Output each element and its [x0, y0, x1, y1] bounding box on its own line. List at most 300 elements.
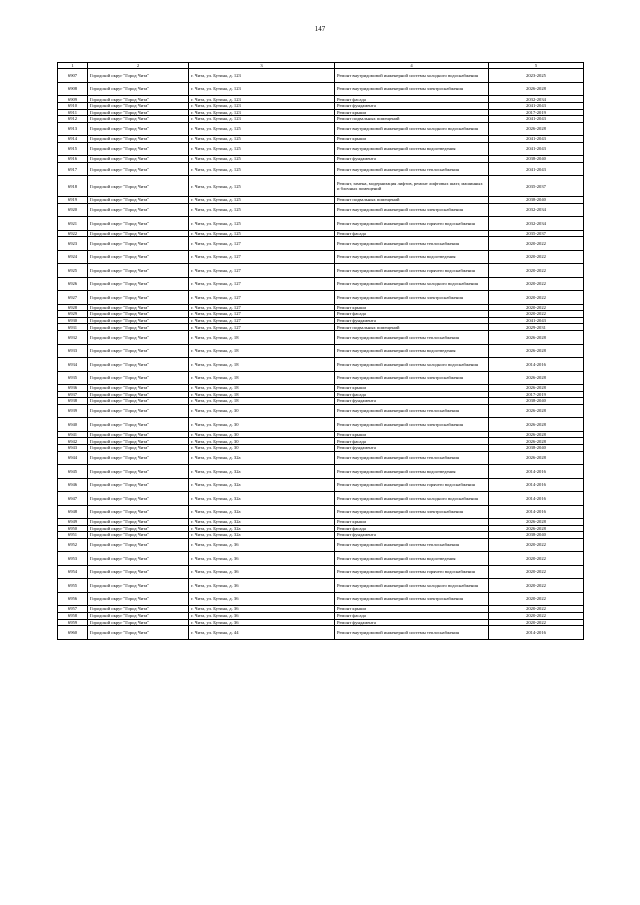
- municipality-cell: Городской округ "Город Чита": [88, 438, 189, 445]
- period-cell: 2041-2043: [489, 103, 584, 110]
- address-cell: г. Чита, ул. Бутина, д. 125: [189, 122, 335, 136]
- municipality-cell: Городской округ "Город Чита": [88, 344, 189, 358]
- work-type-cell: Ремонт, замена, модернизация лифтов, ремонт лифтовых шахт, машинных и блочных помещений: [335, 176, 489, 197]
- municipality-cell: Городской округ "Город Чита": [88, 250, 189, 264]
- table-row: [58, 404, 584, 418]
- period-cell: 2041-2043: [489, 142, 584, 156]
- table-row: [58, 344, 584, 358]
- address-cell: г. Чита, ул. Бутина, д. 127: [189, 324, 335, 331]
- table-row: [58, 465, 584, 479]
- row-number-cell: 6919: [58, 196, 88, 203]
- table-row: [58, 579, 584, 593]
- table-body: [58, 69, 584, 639]
- address-cell: г. Чита, ул. Бутина, д. 30: [189, 438, 335, 445]
- work-type-cell: Ремонт внутридомовой инженерной системы водоотведения: [335, 552, 489, 566]
- row-number-cell: 6954: [58, 565, 88, 579]
- municipality-cell: Городской округ "Город Чита": [88, 122, 189, 136]
- row-number-cell: 6944: [58, 451, 88, 465]
- row-number-cell: 6934: [58, 358, 88, 372]
- table-row: [58, 418, 584, 432]
- municipality-cell: Городской округ "Город Чита": [88, 565, 189, 579]
- table-row: [58, 478, 584, 492]
- row-number-cell: 6915: [58, 142, 88, 156]
- municipality-cell: Городской округ "Город Чита": [88, 445, 189, 452]
- period-cell: 2014-2016: [489, 465, 584, 479]
- municipality-cell: Городской округ "Город Чита": [88, 592, 189, 606]
- table-row: [58, 116, 584, 123]
- municipality-cell: Городской округ "Город Чита": [88, 612, 189, 619]
- period-cell: 2020-2022: [489, 304, 584, 311]
- row-number-cell: 6945: [58, 465, 88, 479]
- row-number-cell: 6937: [58, 391, 88, 398]
- address-cell: г. Чита, ул. Бутина, д. 30: [189, 418, 335, 432]
- municipality-cell: Городской округ "Город Чита": [88, 525, 189, 532]
- municipality-cell: Городской округ "Город Чита": [88, 311, 189, 318]
- address-cell: г. Чита, ул. Бутина, д. 125: [189, 156, 335, 163]
- period-cell: 2026-2028: [489, 82, 584, 96]
- period-cell: 2038-2040: [489, 445, 584, 452]
- municipality-cell: Городской округ "Город Чита": [88, 358, 189, 372]
- address-cell: г. Чита, ул. Бутина, д. 44: [189, 626, 335, 640]
- table-row: [58, 217, 584, 231]
- period-cell: 2026-2028: [489, 418, 584, 432]
- row-number-cell: 6918: [58, 176, 88, 197]
- row-number-cell: 6953: [58, 552, 88, 566]
- municipality-cell: Городской округ "Город Чита": [88, 492, 189, 506]
- municipality-cell: Городской округ "Город Чита": [88, 519, 189, 526]
- address-cell: г. Чита, ул. Бутина, д. 36: [189, 565, 335, 579]
- work-type-cell: Ремонт крыши: [335, 136, 489, 143]
- table-row: [58, 264, 584, 278]
- table-row: [58, 162, 584, 176]
- header-col-1: 1: [58, 63, 88, 69]
- table-row: [58, 391, 584, 398]
- period-cell: 2020-2022: [489, 277, 584, 291]
- table-row: [58, 176, 584, 197]
- period-cell: 2014-2016: [489, 478, 584, 492]
- work-type-cell: Ремонт внутридомовой инженерной системы водоотведения: [335, 465, 489, 479]
- municipality-cell: Городской округ "Город Чита": [88, 626, 189, 640]
- work-type-cell: Ремонт фундамента: [335, 532, 489, 539]
- address-cell: г. Чита, ул. Бутина, д. 36: [189, 552, 335, 566]
- period-cell: 2032-2034: [489, 217, 584, 231]
- row-number-cell: 6943: [58, 445, 88, 452]
- work-type-cell: Ремонт внутридомовой инженерной системы холодного водоснабжения: [335, 579, 489, 593]
- municipality-cell: Городской округ "Город Чита": [88, 136, 189, 143]
- municipality-cell: Городской округ "Город Чита": [88, 465, 189, 479]
- table-row: [58, 203, 584, 217]
- work-type-cell: Ремонт подвальных помещений: [335, 196, 489, 203]
- work-type-cell: Ремонт фасада: [335, 612, 489, 619]
- address-cell: г. Чита, ул. Бутина, д. 32а: [189, 451, 335, 465]
- municipality-cell: Городской округ "Город Чита": [88, 237, 189, 251]
- row-number-cell: 6952: [58, 538, 88, 552]
- municipality-cell: Городской округ "Город Чита": [88, 96, 189, 103]
- period-cell: 2041-2043: [489, 317, 584, 324]
- row-number-cell: 6920: [58, 203, 88, 217]
- address-cell: г. Чита, ул. Бутина, д. 36: [189, 538, 335, 552]
- address-cell: г. Чита, ул. Бутина, д. 18: [189, 344, 335, 358]
- period-cell: 2014-2016: [489, 492, 584, 506]
- address-cell: г. Чита, ул. Бутина, д. 127: [189, 291, 335, 305]
- address-cell: г. Чита, ул. Бутина, д. 36: [189, 579, 335, 593]
- row-number-cell: 6942: [58, 438, 88, 445]
- work-type-cell: Ремонт крыши: [335, 519, 489, 526]
- row-number-cell: 6949: [58, 519, 88, 526]
- period-cell: 2032-2034: [489, 203, 584, 217]
- work-type-cell: Ремонт фасада: [335, 311, 489, 318]
- municipality-cell: Городской округ "Город Чита": [88, 142, 189, 156]
- period-cell: 2026-2028: [489, 438, 584, 445]
- municipality-cell: Городской округ "Город Чита": [88, 230, 189, 237]
- address-cell: г. Чита, ул. Бутина, д. 125: [189, 176, 335, 197]
- work-type-cell: Ремонт внутридомовой инженерной системы холодного водоснабжения: [335, 277, 489, 291]
- table-row: [58, 142, 584, 156]
- period-cell: 2026-2028: [489, 404, 584, 418]
- table-row: [58, 311, 584, 318]
- work-type-cell: Ремонт внутридомовой инженерной системы горячего водоснабжения: [335, 217, 489, 231]
- work-type-cell: Ремонт внутридомовой инженерной системы горячего водоснабжения: [335, 565, 489, 579]
- municipality-cell: Городской округ "Город Чита": [88, 552, 189, 566]
- work-type-cell: Ремонт внутридомовой инженерной системы теплоснабжения: [335, 404, 489, 418]
- period-cell: 2038-2040: [489, 532, 584, 539]
- table-row: [58, 196, 584, 203]
- period-cell: 2035-2037: [489, 230, 584, 237]
- repair-schedule-table: [57, 62, 584, 640]
- table-row: [58, 626, 584, 640]
- address-cell: г. Чита, ул. Бутина, д. 36: [189, 592, 335, 606]
- table-row: [58, 451, 584, 465]
- work-type-cell: Ремонт крыши: [335, 606, 489, 613]
- address-cell: г. Чита, ул. Бутина, д. 127: [189, 317, 335, 324]
- table-row: [58, 371, 584, 385]
- row-number-cell: 6924: [58, 250, 88, 264]
- table-row: [58, 103, 584, 110]
- row-number-cell: 6939: [58, 404, 88, 418]
- work-type-cell: Ремонт внутридомовой инженерной системы электроснабжения: [335, 291, 489, 305]
- municipality-cell: Городской округ "Город Чита": [88, 532, 189, 539]
- table-row: [58, 565, 584, 579]
- address-cell: г. Чита, ул. Бутина, д. 32а: [189, 492, 335, 506]
- work-type-cell: Ремонт фасада: [335, 391, 489, 398]
- work-type-cell: Ремонт крыши: [335, 304, 489, 311]
- address-cell: г. Чита, ул. Бутина, д. 18: [189, 391, 335, 398]
- address-cell: г. Чита, ул. Бутина, д. 123: [189, 96, 335, 103]
- period-cell: 2026-2028: [489, 344, 584, 358]
- table-row: [58, 136, 584, 143]
- period-cell: 2020-2022: [489, 592, 584, 606]
- work-type-cell: Ремонт подвальных помещений: [335, 116, 489, 123]
- table-row: [58, 250, 584, 264]
- work-type-cell: Ремонт крыши: [335, 385, 489, 392]
- address-cell: г. Чита, ул. Бутина, д. 127: [189, 264, 335, 278]
- work-type-cell: Ремонт внутридомовой инженерной системы теплоснабжения: [335, 538, 489, 552]
- table-row: [58, 445, 584, 452]
- municipality-cell: Городской округ "Город Чита": [88, 451, 189, 465]
- row-number-cell: 6922: [58, 230, 88, 237]
- work-type-cell: Ремонт внутридомовой инженерной системы холодного водоснабжения: [335, 69, 489, 83]
- period-cell: 2026-2028: [489, 451, 584, 465]
- work-type-cell: Ремонт фундамента: [335, 445, 489, 452]
- table-row: [58, 505, 584, 519]
- work-type-cell: Ремонт внутридомовой инженерной системы теплоснабжения: [335, 626, 489, 640]
- municipality-cell: Городской округ "Город Чита": [88, 418, 189, 432]
- municipality-cell: Городской округ "Город Чита": [88, 385, 189, 392]
- municipality-cell: Городской округ "Город Чита": [88, 109, 189, 116]
- address-cell: г. Чита, ул. Бутина, д. 36: [189, 612, 335, 619]
- table-row: [58, 304, 584, 311]
- address-cell: г. Чита, ул. Бутина, д. 18: [189, 385, 335, 392]
- address-cell: г. Чита, ул. Бутина, д. 125: [189, 196, 335, 203]
- period-cell: 2020-2022: [489, 291, 584, 305]
- table-row: [58, 156, 584, 163]
- row-number-cell: 6925: [58, 264, 88, 278]
- work-type-cell: Ремонт фундамента: [335, 103, 489, 110]
- period-cell: 2038-2040: [489, 398, 584, 405]
- period-cell: 2026-2028: [489, 122, 584, 136]
- municipality-cell: Городской округ "Город Чита": [88, 391, 189, 398]
- work-type-cell: Ремонт внутридомовой инженерной системы водоотведения: [335, 250, 489, 264]
- address-cell: г. Чита, ул. Бутина, д. 125: [189, 162, 335, 176]
- table-row: [58, 532, 584, 539]
- municipality-cell: Городской округ "Город Чита": [88, 331, 189, 345]
- row-number-cell: 6911: [58, 109, 88, 116]
- work-type-cell: Ремонт фасада: [335, 525, 489, 532]
- municipality-cell: Городской округ "Город Чита": [88, 478, 189, 492]
- period-cell: 2014-2016: [489, 505, 584, 519]
- period-cell: 2017-2019: [489, 109, 584, 116]
- row-number-cell: 6957: [58, 606, 88, 613]
- table-row: [58, 619, 584, 626]
- period-cell: 2014-2016: [489, 358, 584, 372]
- work-type-cell: Ремонт крыши: [335, 109, 489, 116]
- row-number-cell: 6913: [58, 122, 88, 136]
- period-cell: 2041-2043: [489, 116, 584, 123]
- municipality-cell: Городской округ "Город Чита": [88, 156, 189, 163]
- work-type-cell: Ремонт фасада: [335, 96, 489, 103]
- table-row: [58, 492, 584, 506]
- table-row: [58, 552, 584, 566]
- table-row: [58, 438, 584, 445]
- period-cell: 2026-2028: [489, 431, 584, 438]
- header-col-2: 2: [88, 63, 189, 69]
- period-cell: 2014-2016: [489, 626, 584, 640]
- row-number-cell: 6932: [58, 331, 88, 345]
- period-cell: 2032-2034: [489, 96, 584, 103]
- work-type-cell: Ремонт внутридомовой инженерной системы электроснабжения: [335, 418, 489, 432]
- municipality-cell: Городской округ "Город Чита": [88, 277, 189, 291]
- address-cell: г. Чита, ул. Бутина, д. 125: [189, 217, 335, 231]
- work-type-cell: Ремонт внутридомовой инженерной системы водоотведения: [335, 142, 489, 156]
- address-cell: г. Чита, ул. Бутина, д. 32а: [189, 519, 335, 526]
- municipality-cell: Городской округ "Город Чита": [88, 606, 189, 613]
- address-cell: г. Чита, ул. Бутина, д. 125: [189, 142, 335, 156]
- row-number-cell: 6914: [58, 136, 88, 143]
- period-cell: 2023-2025: [489, 69, 584, 83]
- row-number-cell: 6907: [58, 69, 88, 83]
- period-cell: 2020-2022: [489, 606, 584, 613]
- table-row: [58, 538, 584, 552]
- work-type-cell: Ремонт подвальных помещений: [335, 324, 489, 331]
- header-col-3: 3: [189, 63, 335, 69]
- municipality-cell: Городской округ "Город Чита": [88, 203, 189, 217]
- address-cell: г. Чита, ул. Бутина, д. 123: [189, 103, 335, 110]
- address-cell: г. Чита, ул. Бутина, д. 123: [189, 69, 335, 83]
- period-cell: 2020-2022: [489, 538, 584, 552]
- municipality-cell: Городской округ "Город Чита": [88, 69, 189, 83]
- work-type-cell: Ремонт фундамента: [335, 619, 489, 626]
- row-number-cell: 6926: [58, 277, 88, 291]
- work-type-cell: Ремонт внутридомовой инженерной системы теплоснабжения: [335, 237, 489, 251]
- table-row: [58, 96, 584, 103]
- address-cell: г. Чита, ул. Бутина, д. 32а: [189, 505, 335, 519]
- address-cell: г. Чита, ул. Бутина, д. 127: [189, 277, 335, 291]
- period-cell: 2038-2040: [489, 156, 584, 163]
- row-number-cell: 6916: [58, 156, 88, 163]
- header-col-5: 5: [489, 63, 584, 69]
- table-row: [58, 291, 584, 305]
- work-type-cell: Ремонт внутридомовой инженерной системы холодного водоснабжения: [335, 492, 489, 506]
- work-type-cell: Ремонт внутридомовой инженерной системы электроснабжения: [335, 203, 489, 217]
- address-cell: г. Чита, ул. Бутина, д. 125: [189, 203, 335, 217]
- address-cell: г. Чита, ул. Бутина, д. 127: [189, 250, 335, 264]
- row-number-cell: 6927: [58, 291, 88, 305]
- table-row: [58, 237, 584, 251]
- address-cell: г. Чита, ул. Бутина, д. 32а: [189, 532, 335, 539]
- address-cell: г. Чита, ул. Бутина, д. 18: [189, 371, 335, 385]
- table-row: [58, 230, 584, 237]
- address-cell: г. Чита, ул. Бутина, д. 32а: [189, 525, 335, 532]
- table-row: [58, 324, 584, 331]
- address-cell: г. Чита, ул. Бутина, д. 127: [189, 237, 335, 251]
- table-row: [58, 606, 584, 613]
- row-number-cell: 6948: [58, 505, 88, 519]
- period-cell: 2026-2028: [489, 371, 584, 385]
- period-cell: 2029-2031: [489, 324, 584, 331]
- table-row: [58, 592, 584, 606]
- address-cell: г. Чита, ул. Бутина, д. 127: [189, 311, 335, 318]
- municipality-cell: Городской округ "Город Чита": [88, 217, 189, 231]
- table-row: [58, 358, 584, 372]
- period-cell: 2026-2028: [489, 525, 584, 532]
- municipality-cell: Городской округ "Город Чита": [88, 505, 189, 519]
- period-cell: 2020-2022: [489, 619, 584, 626]
- period-cell: 2020-2022: [489, 612, 584, 619]
- table-row: [58, 525, 584, 532]
- work-type-cell: Ремонт внутридомовой инженерной системы электроснабжения: [335, 505, 489, 519]
- work-type-cell: Ремонт фундамента: [335, 317, 489, 324]
- row-number-cell: 6956: [58, 592, 88, 606]
- period-cell: 2020-2022: [489, 311, 584, 318]
- period-cell: 2041-2043: [489, 162, 584, 176]
- municipality-cell: Городской округ "Город Чита": [88, 371, 189, 385]
- address-cell: г. Чита, ул. Бутина, д. 125: [189, 230, 335, 237]
- table-row: [58, 69, 584, 83]
- municipality-cell: Городской округ "Город Чита": [88, 317, 189, 324]
- row-number-cell: 6938: [58, 398, 88, 405]
- period-cell: 2020-2022: [489, 237, 584, 251]
- row-number-cell: 6941: [58, 431, 88, 438]
- address-cell: г. Чита, ул. Бутина, д. 123: [189, 82, 335, 96]
- period-cell: 2020-2022: [489, 565, 584, 579]
- row-number-cell: 6947: [58, 492, 88, 506]
- row-number-cell: 6923: [58, 237, 88, 251]
- table-row: [58, 82, 584, 96]
- address-cell: г. Чита, ул. Бутина, д. 36: [189, 606, 335, 613]
- period-cell: 2026-2028: [489, 519, 584, 526]
- period-cell: 2035-2037: [489, 176, 584, 197]
- row-number-cell: 6929: [58, 311, 88, 318]
- row-number-cell: 6950: [58, 525, 88, 532]
- work-type-cell: Ремонт внутридомовой инженерной системы электроснабжения: [335, 82, 489, 96]
- municipality-cell: Городской округ "Город Чита": [88, 196, 189, 203]
- table-row: [58, 122, 584, 136]
- table-row: [58, 277, 584, 291]
- address-cell: г. Чита, ул. Бутина, д. 123: [189, 109, 335, 116]
- municipality-cell: Городской округ "Город Чита": [88, 103, 189, 110]
- table-row: [58, 109, 584, 116]
- row-number-cell: 6958: [58, 612, 88, 619]
- period-cell: 2041-2043: [489, 136, 584, 143]
- municipality-cell: Городской округ "Город Чита": [88, 264, 189, 278]
- period-cell: 2026-2028: [489, 385, 584, 392]
- row-number-cell: 6908: [58, 82, 88, 96]
- work-type-cell: Ремонт внутридомовой инженерной системы теплоснабжения: [335, 162, 489, 176]
- table-row: [58, 385, 584, 392]
- period-cell: 2020-2022: [489, 579, 584, 593]
- address-cell: г. Чита, ул. Бутина, д. 18: [189, 331, 335, 345]
- address-cell: г. Чита, ул. Бутина, д. 30: [189, 431, 335, 438]
- work-type-cell: Ремонт внутридомовой инженерной системы водоотведения: [335, 344, 489, 358]
- period-cell: 2038-2040: [489, 196, 584, 203]
- work-type-cell: Ремонт фасада: [335, 438, 489, 445]
- header-col-4: 4: [335, 63, 489, 69]
- work-type-cell: Ремонт крыши: [335, 431, 489, 438]
- address-cell: г. Чита, ул. Бутина, д. 127: [189, 304, 335, 311]
- work-type-cell: Ремонт внутридомовой инженерной системы теплоснабжения: [335, 331, 489, 345]
- row-number-cell: 6921: [58, 217, 88, 231]
- municipality-cell: Городской округ "Город Чита": [88, 116, 189, 123]
- row-number-cell: 6960: [58, 626, 88, 640]
- period-cell: 2026-2028: [489, 331, 584, 345]
- work-type-cell: Ремонт внутридомовой инженерной системы горячего водоснабжения: [335, 478, 489, 492]
- address-cell: г. Чита, ул. Бутина, д. 32а: [189, 465, 335, 479]
- municipality-cell: Городской округ "Город Чита": [88, 538, 189, 552]
- address-cell: г. Чита, ул. Бутина, д. 32а: [189, 478, 335, 492]
- municipality-cell: Городской округ "Город Чита": [88, 431, 189, 438]
- address-cell: г. Чита, ул. Бутина, д. 125: [189, 136, 335, 143]
- municipality-cell: Городской округ "Город Чита": [88, 579, 189, 593]
- row-number-cell: 6946: [58, 478, 88, 492]
- table-row: [58, 431, 584, 438]
- period-cell: 2020-2022: [489, 552, 584, 566]
- row-number-cell: 6917: [58, 162, 88, 176]
- municipality-cell: Городской округ "Город Чита": [88, 291, 189, 305]
- row-number-cell: 6955: [58, 579, 88, 593]
- row-number-cell: 6940: [58, 418, 88, 432]
- row-number-cell: 6951: [58, 532, 88, 539]
- period-cell: 2020-2022: [489, 264, 584, 278]
- row-number-cell: 6936: [58, 385, 88, 392]
- address-cell: г. Чита, ул. Бутина, д. 30: [189, 404, 335, 418]
- row-number-cell: 6909: [58, 96, 88, 103]
- table-row: [58, 317, 584, 324]
- row-number-cell: 6959: [58, 619, 88, 626]
- work-type-cell: Ремонт внутридомовой инженерной системы теплоснабжения: [335, 451, 489, 465]
- work-type-cell: Ремонт фундамента: [335, 156, 489, 163]
- row-number-cell: 6933: [58, 344, 88, 358]
- address-cell: г. Чита, ул. Бутина, д. 123: [189, 116, 335, 123]
